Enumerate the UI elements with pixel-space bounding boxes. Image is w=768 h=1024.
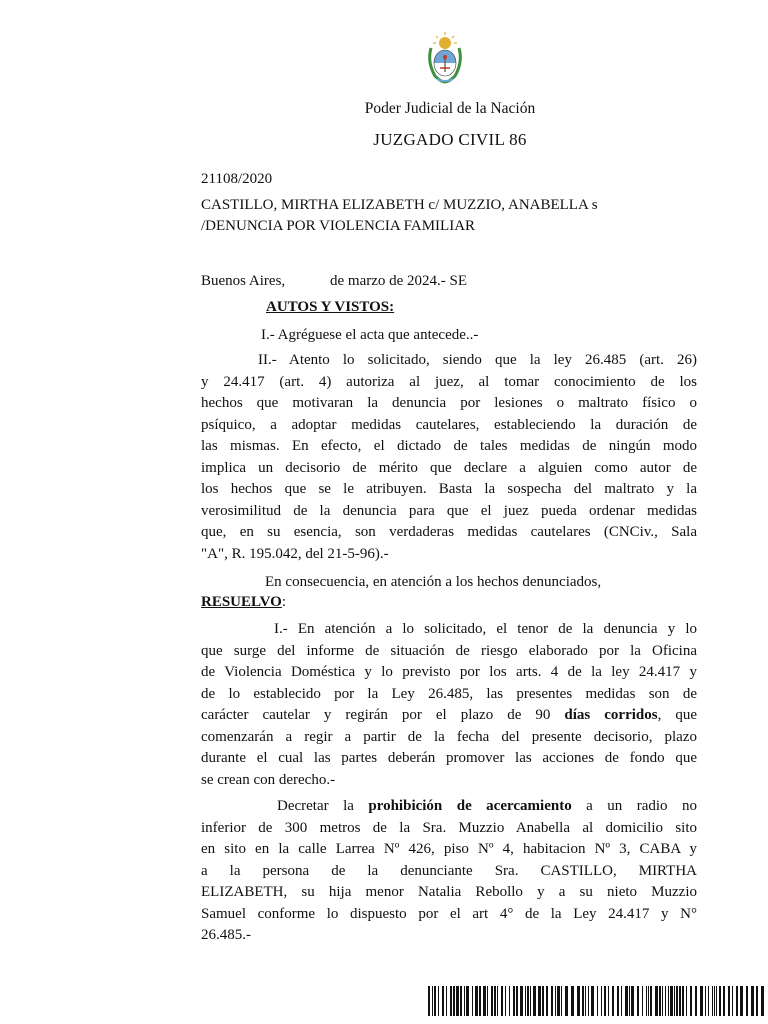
paragraph-line: de lo establecido por la Ley 26.485, las presentes medidas son de	[201, 686, 697, 702]
text-run: , que	[657, 707, 698, 723]
paragraph-line: de Violencia Doméstica y lo previsto por los arts. 4 de la ley 24.417 y	[201, 664, 697, 680]
text-run: a un radio no	[571, 798, 697, 814]
autos-heading: AUTOS Y VISTOS:	[266, 299, 395, 315]
paragraph-line: psíquico, a adoptar medidas cautelares, estableciendo la duración de	[201, 417, 697, 433]
paragraph-line: Samuel conforme lo dispuesto por el art 4° de la Ley 24.417 y N°	[201, 906, 697, 922]
paragraph-line: hechos que motivaran la denuncia por lesiones o maltrato físico o	[201, 395, 697, 411]
barcode-icon	[428, 986, 768, 1016]
bold-text: días corridos	[564, 707, 658, 723]
paragraph-line: implica un decisorio de mérito que declare a alguien como autor de	[201, 460, 697, 476]
consequence-line: En consecuencia, en atención a los hechos denunciados,	[265, 574, 602, 590]
paragraph-line: ELIZABETH, su hija menor Natalia Rebollo y a su nieto Muzzio	[201, 884, 697, 900]
paragraph-line	[277, 796, 697, 817]
paragraph-line: I.- En atención a lo solicitado, el tenor de la denuncia y lo	[274, 621, 697, 637]
resuelvo-heading: RESUELVO	[201, 594, 282, 610]
paragraph-line	[201, 705, 697, 726]
dateline-date: de marzo de 2024.- SE	[330, 273, 468, 289]
resuelvo-line	[201, 592, 286, 613]
paragraph-line: y 24.417 (art. 4) autoriza al juez, al tomar conocimiento de los	[201, 374, 697, 390]
paragraph-line-last: se crean con derecho.-	[201, 772, 336, 788]
paragraph-line: en sito en la calle Larrea Nº 426, piso Nº 4, habitacion Nº 3, CABA y	[201, 841, 697, 857]
coat-of-arms-icon	[425, 30, 465, 86]
bold-text: prohibición de acercamiento	[368, 798, 572, 814]
paragraph-line: inferior de 300 metros de la Sra. Muzzio Anabella al domicilio sito	[201, 820, 697, 836]
court-unit: JUZGADO CIVIL 86	[373, 130, 527, 149]
case-caption-line2: /DENUNCIA POR VIOLENCIA FAMILIAR	[201, 218, 476, 234]
paragraph-line: los hechos que se le atribuyen. Basta la sospecha del maltrato y la	[201, 481, 697, 497]
paragraph-line: II.- Atento lo solicitado, siendo que la ley 26.485 (art. 26)	[258, 352, 697, 368]
case-caption-line1: CASTILLO, MIRTHA ELIZABETH c/ MUZZIO, ANABELLA s	[201, 197, 598, 213]
text-run: Decretar la	[277, 798, 369, 814]
dateline-city: Buenos Aires,	[201, 273, 286, 289]
case-number: 21108/2020	[201, 171, 273, 187]
paragraph-line: a la persona de la denunciante Sra. CASTILLO, MIRTHA	[201, 863, 697, 879]
paragraph-line: que, en su esencia, son verdaderas medidas cautelares (CNCiv., Sala	[201, 524, 697, 540]
paragraph-line: comenzarán a regir a partir de la fecha del presente decisorio, plazo	[201, 729, 697, 745]
paragraph-line-last: 26.485.-	[201, 927, 251, 943]
court-name: Poder Judicial de la Nación	[364, 100, 536, 117]
paragraph-line-last: "A", R. 195.042, del 21-5-96).-	[201, 546, 389, 562]
paragraph-line: durante el cual las partes deberán promover las acciones de fondo que	[201, 750, 697, 766]
resuelvo-colon: :	[281, 594, 287, 610]
paragraph-line: las mismas. En efecto, el dictado de tales medidas de ningún modo	[201, 438, 697, 454]
autos-item1: I.- Agréguese el acta que antecede..-	[261, 327, 479, 343]
paragraph-line: que surge del informe de situación de riesgo elaborado por la Oficina	[201, 643, 697, 659]
paragraph-line: verosimilitud de la denuncia para que el juez pueda ordenar medidas	[201, 503, 697, 519]
text-run: carácter cautelar y regirán por el plazo de 90	[201, 707, 565, 723]
